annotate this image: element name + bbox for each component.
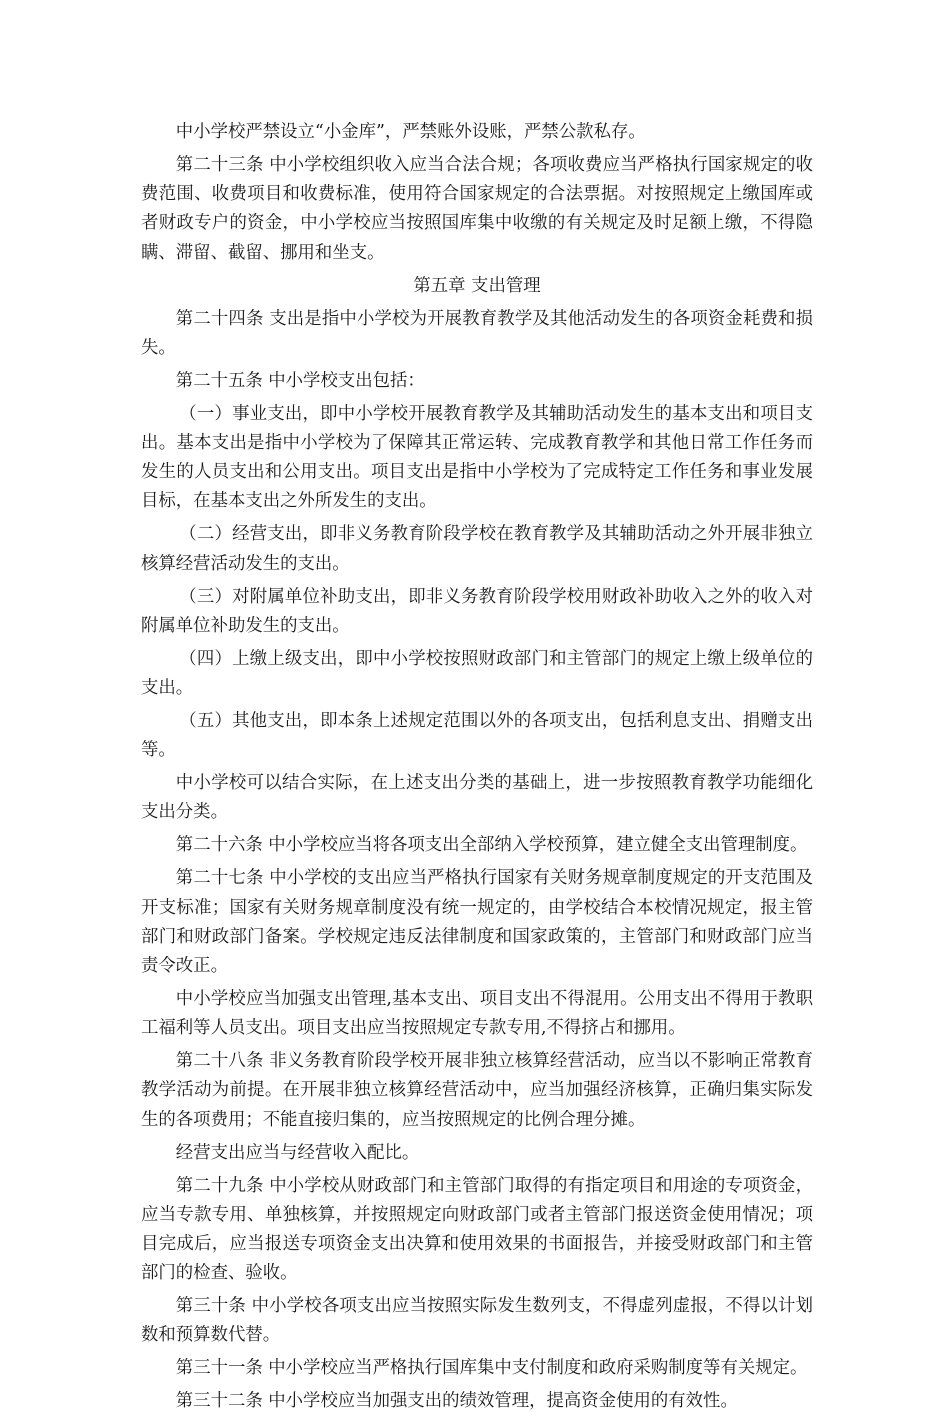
document-body — [141, 118, 813, 1420]
article-32: 第三十二条 中小学校应当加强支出的绩效管理，提高资金使用的有效性。 — [175, 1391, 738, 1412]
chapter-5-heading: 第五章 支出管理 — [413, 275, 541, 296]
article-25-item-5: （五）其他支出，即本条上述规定范围以外的各项支出，包括利息支出、捐赠支出等。 — [141, 711, 813, 761]
article-25: 第二十五条 中小学校支出包括： — [175, 370, 425, 391]
article-29: 第二十九条 中小学校从财政部门和主管部门取得的有指定项目和用途的专项资金，应当专款专用、单独核算，并按照规定向财政部门或者主管部门报送资金使用情况；项目完成后，应当报送专项资金支出决算和使用效果的书面报告，并接受财政部门和主管部门的检查、验收。 — [141, 1175, 813, 1284]
article-27: 第二十七条 中小学校的支出应当严格执行国家有关财务规章制度规定的开支范围及开支标准；国家有关财务规章制度没有统一规定的，由学校结合本校情况规定，报主管部门和财政部门备案。学校规定违反法律制度和国家政策的，主管部门和财政部门应当责令改正。 — [141, 868, 813, 977]
article-24: 第二十四条 支出是指中小学校为开展教育教学及其他活动发生的各项资金耗费和损失。 — [141, 308, 813, 358]
article-25-item-1: （一）事业支出，即中小学校开展教育教学及其辅助活动发生的基本支出和项目支出。基本支出是指中小学校为了保障其正常运转、完成教育教学和其他日常工作任务而发生的人员支出和公用支出。项目支出是指中小学校为了完成特定工作任务和事业发展目标，在基本支出之外所发生的支出。 — [141, 403, 813, 512]
article-28: 第二十八条 非义务教育阶段学校开展非独立核算经营活动，应当以不影响正常教育教学活动为前提。在开展非独立核算经营活动中，应当加强经济核算，正确归集实际发生的各项费用；不能直接归集的，应当按照规定的比例合理分摊。 — [141, 1051, 813, 1130]
article-30: 第三十条 中小学校各项支出应当按照实际发生数列支，不得虚列虚报，不得以计划数和预算数代替。 — [141, 1296, 813, 1346]
article-25-item-3: （三）对附属单位补助支出，即非义务教育阶段学校用财政补助收入之外的收入对附属单位补助发生的支出。 — [141, 586, 813, 636]
article-26: 第二十六条 中小学校应当将各项支出全部纳入学校预算，建立健全支出管理制度。 — [175, 835, 808, 856]
article-31: 第三十一条 中小学校应当严格执行国库集中支付制度和政府采购制度等有关规定。 — [175, 1358, 808, 1379]
article-25-note: 中小学校可以结合实际，在上述支出分类的基础上，进一步按照教育教学功能细化支出分类。 — [141, 773, 813, 823]
article-28-note: 经营支出应当与经营收入配比。 — [175, 1142, 420, 1163]
article-23: 第二十三条 中小学校组织收入应当合法合规；各项收费应当严格执行国家规定的收费范围、收费项目和收费标准，使用符合国家规定的合法票据。对按照规定上缴国库或者财政专户的资金，中小学校应当按照国库集中收缴的有关规定及时足额上缴，不得隐瞒、滞留、截留、挪用和坐支。 — [141, 155, 813, 263]
article-25-item-2: （二）经营支出，即非义务教育阶段学校在教育教学及其辅助活动之外开展非独立核算经营活动发生的支出。 — [141, 524, 813, 574]
article-25-item-4: （四）上缴上级支出，即中小学校按照财政部门和主管部门的规定上缴上级单位的支出。 — [141, 648, 813, 699]
paragraph-xiaojinku: 中小学校严禁设立“小金库”，严禁账外设账，严禁公款私存。 — [175, 122, 646, 142]
article-27-note: 中小学校应当加强支出管理,基本支出、项目支出不得混用。公用支出不得用于教职工福利等人员支出。项目支出应当按照规定专款专用,不得挤占和挪用。 — [141, 989, 813, 1039]
